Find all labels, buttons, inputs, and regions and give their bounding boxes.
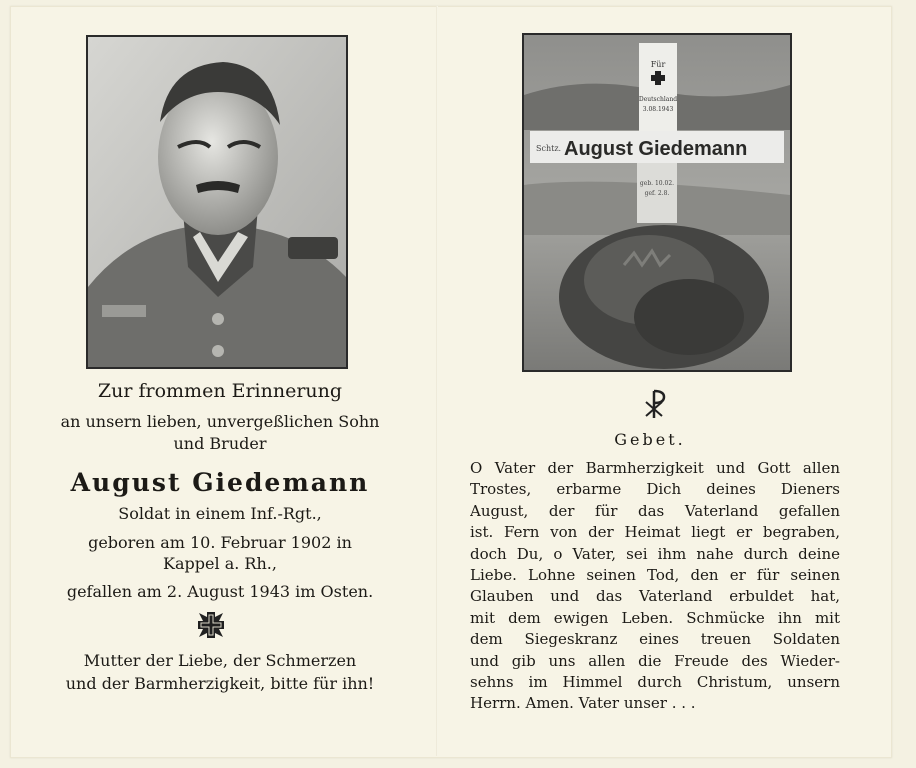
svg-text:gef. 2.8.: gef. 2.8. [644,190,670,197]
dedication-line-brother: und Bruder [173,434,267,453]
grave-sign-name: August Giedemann [564,138,748,160]
grave-photo [522,33,792,372]
birth-line: geboren am 10. Februar 1902 in [88,533,352,552]
grave-sign-prefix: Schtz. [536,144,562,153]
death-line: gefallen am 2. August 1943 im Osten. [66,582,374,601]
prayer-line: mit dem ewigen Leben. Schmücke ihn mit [470,608,840,627]
prayer-title: Gebet. [614,430,686,449]
prayer-line: O Vater der Barmherzigkeit und Gott allen [470,459,840,477]
prayer-line: Trostes, erbarme Dich deines Dieners [470,480,840,499]
prayer-line: Herrn. Amen. Vater unser . . . [470,694,696,713]
iron-cross-icon [196,610,226,640]
soldier-portrait-photo [86,35,348,369]
prayer-line: doch Du, o Vater, sei ihm nahe durch deine [470,544,840,563]
rank-line: Soldat in einem Inf.-Rgt., [118,504,322,523]
prayer-line: August, der für das Vaterland gefallen [470,501,840,520]
chi-rho-icon [640,388,668,420]
prayer-line: und gib uns allen die Freude des Wieder- [470,651,840,670]
card-fold [436,6,438,756]
prayer-line: sehns im Himmel durch Christum, unsern [470,673,840,692]
deceased-name: August Giedemann [70,468,370,497]
svg-text:Für: Für [650,60,666,69]
prayer-line: Liebe. Lohne seinen Tod, den er für seinen [470,566,840,585]
marian-invocation-line1: Mutter der Liebe, der Schmerzen [83,651,357,670]
svg-text:geb. 10.02.: geb. 10.02. [639,180,675,187]
dedication-line: an unsern lieben, unvergeßlichen Sohn [60,412,380,431]
prayer-line: ist. Fern von der Heimat liegt er begraben, [470,523,840,542]
prayer-line: dem Siegeskranz eines treuen Soldaten [470,630,840,649]
heading-remembrance: Zur frommen Erinnerung [97,380,343,402]
marian-invocation-line2: und der Barmherzigkeit, bitte für ihn! [65,674,375,693]
prayer-line: Glauben und das Vaterland erbuldet hat, [470,587,840,606]
svg-text:Deutschland: Deutschland [638,96,678,103]
svg-text:3.08.1943: 3.08.1943 [642,106,674,113]
birthplace-line: Kappel a. Rh., [163,554,277,573]
prayer-text [470,458,840,715]
